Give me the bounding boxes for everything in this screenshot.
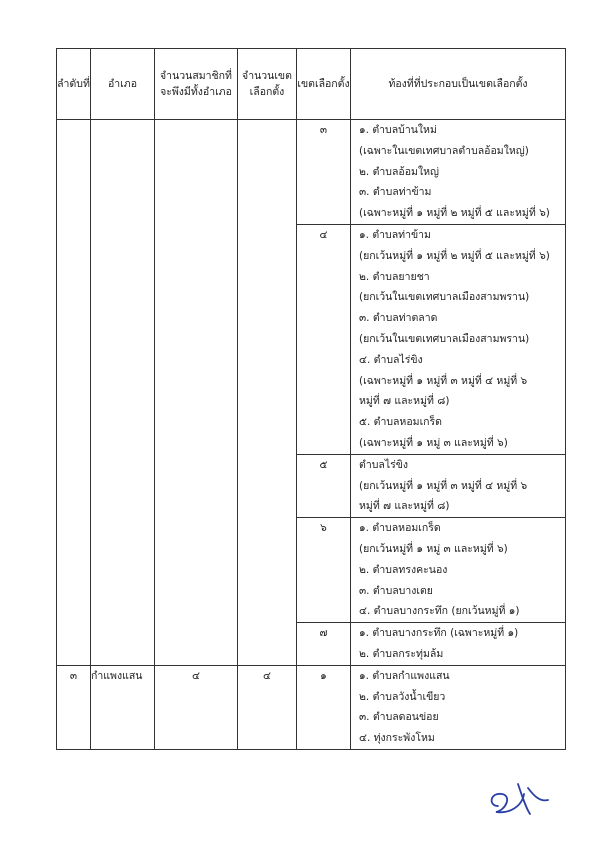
zone-number: ๗ bbox=[297, 623, 351, 666]
area-line: ๔. ทุ่งกระพังโหม bbox=[359, 732, 435, 745]
area-line: ๒. ตำบลวังน้ำเขียว bbox=[359, 690, 446, 703]
area-cell bbox=[351, 120, 566, 225]
members-cell-empty bbox=[155, 120, 238, 666]
area-line: ๔. ตำบลไร่ขิง bbox=[359, 353, 423, 366]
area-line: ๒. ตำบลอ้อมใหญ่ bbox=[359, 165, 439, 178]
header-area: ท้องที่ที่ประกอบเป็นเขตเลือกตั้ง bbox=[351, 49, 566, 120]
area-line: (เฉพาะในเขตเทศบาลตำบลอ้อมใหญ่) bbox=[359, 144, 529, 157]
area-line: ๓. ตำบลท่าข้าม bbox=[359, 186, 432, 199]
area-line: ๒. ตำบลกระทุ่มล้ม bbox=[359, 647, 444, 660]
header-district: อำเภอ bbox=[91, 49, 155, 120]
area-line: หมู่ที่ ๗ และหมู่ที่ ๘) bbox=[359, 395, 450, 408]
area-line: (ยกเว้นในเขตเทศบาลเมืองสามพราน) bbox=[359, 332, 530, 345]
area-cell bbox=[351, 224, 566, 454]
header-members: จำนวนสมาชิกที่จะพึงมีทั้งอำเภอ bbox=[155, 49, 238, 120]
area-line: ๑. ตำบลกำแพงแสน bbox=[359, 669, 450, 682]
area-line: (เฉพาะหมู่ที่ ๑ หมู่ที่ ๒ หมู่ที่ ๕ และหมู่ที่ ๖) bbox=[359, 207, 550, 220]
area-line: (เฉพาะหมู่ที่ ๑ หมู่ ๓ และหมู่ที่ ๖) bbox=[359, 436, 508, 449]
zone-number: ๓ bbox=[297, 120, 351, 225]
area-line: ๑. ตำบลหอมเกร็ด bbox=[359, 522, 441, 535]
area-line: ๓. ตำบลท่าตลาด bbox=[359, 312, 438, 325]
zones-count: ๔ bbox=[238, 665, 297, 749]
order-cell-empty bbox=[57, 120, 91, 666]
area-line: (ยกเว้นในเขตเทศบาลเมืองสามพราน) bbox=[359, 291, 530, 304]
header-zone: เขตเลือกตั้ง bbox=[297, 49, 351, 120]
zone-number: ๖ bbox=[297, 518, 351, 623]
zone-number: ๑ bbox=[297, 665, 351, 749]
zone-count-cell-empty bbox=[238, 120, 297, 666]
area-line: ๑. ตำบลท่าข้าม bbox=[359, 228, 431, 241]
table-row-district bbox=[57, 665, 566, 749]
order-number: ๓ bbox=[57, 665, 91, 749]
area-line: ๑. ตำบลบ้านใหม่ bbox=[359, 124, 437, 136]
table-row bbox=[57, 120, 566, 225]
area-line: (ยกเว้นหมู่ที่ ๑ หมู่ที่ ๓ หมู่ที่ ๔ หมู่ที่ ๖ bbox=[359, 479, 528, 492]
header-order: ลำดับที่ bbox=[57, 49, 91, 120]
area-line: ๓. ตำบลดอนข่อย bbox=[359, 711, 439, 724]
area-cell bbox=[351, 665, 566, 749]
signature-initials bbox=[482, 776, 554, 820]
members-count: ๔ bbox=[155, 665, 238, 749]
area-line: ๓. ตำบลบางเตย bbox=[359, 584, 433, 597]
area-line: ตำบลไร่ขิง bbox=[359, 458, 409, 471]
area-line: (ยกเว้นหมู่ที่ ๑ หมู่ ๓ และหมู่ที่ ๖) bbox=[359, 542, 508, 555]
area-line: ๒. ตำบลยายชา bbox=[359, 270, 430, 283]
area-cell bbox=[351, 518, 566, 623]
header-zone-count: จำนวนเขตเลือกตั้ง bbox=[238, 49, 297, 120]
table-header-row bbox=[57, 49, 566, 120]
area-cell bbox=[351, 623, 566, 666]
zone-number: ๕ bbox=[297, 454, 351, 517]
constituency-table bbox=[56, 48, 566, 750]
area-line: (เฉพาะหมู่ที่ ๑ หมู่ที่ ๓ หมู่ที่ ๔ หมู่ที่ ๖ bbox=[359, 374, 528, 387]
area-line: ๕. ตำบลหอมเกร็ด bbox=[359, 416, 442, 429]
area-line: ๑. ตำบลบางกระทึก (เฉพาะหมู่ที่ ๑) bbox=[359, 627, 519, 640]
zone-number: ๔ bbox=[297, 224, 351, 454]
area-line: (ยกเว้นหมู่ที่ ๑ หมู่ที่ ๒ หมู่ที่ ๕ และหมู่ที่ ๖) bbox=[359, 249, 550, 262]
area-line: ๒. ตำบลทรงคะนอง bbox=[359, 563, 448, 576]
district-name: กำแพงแสน bbox=[91, 665, 155, 749]
district-cell-empty bbox=[91, 120, 155, 666]
area-cell bbox=[351, 454, 566, 517]
area-line: ๔. ตำบลบางกระทึก (ยกเว้นหมู่ที่ ๑) bbox=[359, 605, 520, 618]
area-line: หมู่ที่ ๗ และหมู่ที่ ๘) bbox=[359, 500, 450, 513]
